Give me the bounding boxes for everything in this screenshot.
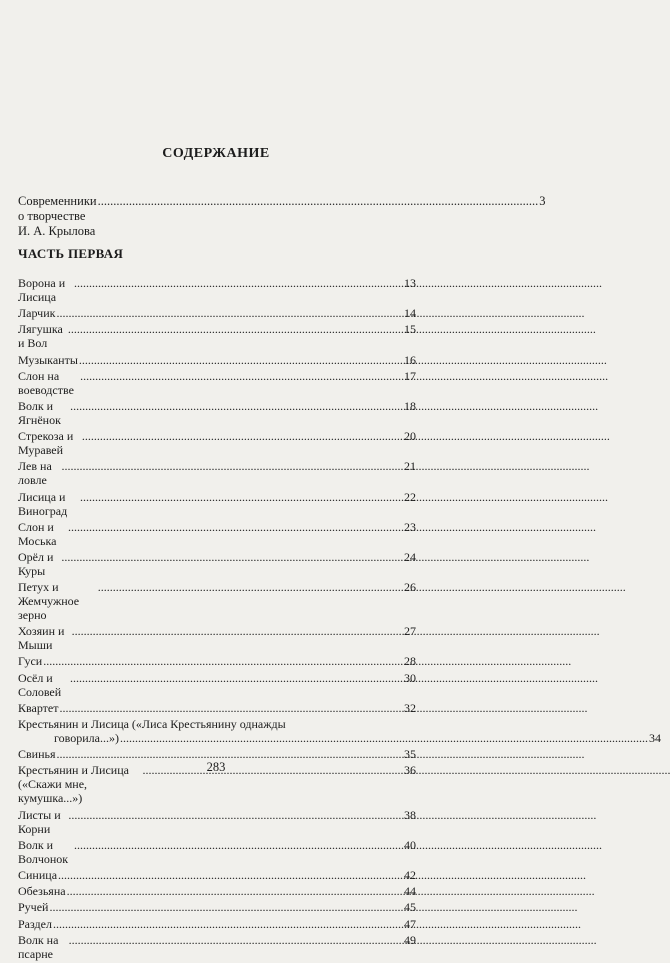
toc-entry <box>18 550 416 580</box>
toc-entry-page: 45 <box>404 900 416 915</box>
part-heading: ЧАСТЬ ПЕРВАЯ <box>18 246 124 261</box>
toc-entry-page: 27 <box>404 624 416 639</box>
toc-entry <box>18 369 416 399</box>
leader-dots <box>70 399 403 413</box>
toc-entry-title: Слон на воеводстве <box>18 368 74 397</box>
toc-entry-title: Лисица и Виноград <box>18 489 68 518</box>
toc-entry-title: Орёл и Куры <box>18 549 54 578</box>
leader-dots <box>74 276 403 290</box>
toc-entry <box>18 490 416 520</box>
toc-entry-title-continued: говорила...») <box>54 731 119 745</box>
toc-entry-title: Раздел <box>18 916 52 931</box>
toc-entry-title: Волк и Волчонок <box>18 837 69 866</box>
leader-dots <box>79 353 403 367</box>
toc-entry-page: 49 <box>404 932 416 947</box>
toc-entry-page: 23 <box>404 519 416 534</box>
leader-dots <box>80 490 403 504</box>
toc-entry-title: Свинья <box>18 747 56 762</box>
toc-entry-title: Крестьянин и Лисица («Скажи мне, кумушка...») <box>18 763 129 806</box>
toc-entry <box>18 933 416 963</box>
leader-dots <box>53 917 403 931</box>
toc-entry-page: 22 <box>404 489 416 504</box>
toc-entry-page: 21 <box>404 459 416 474</box>
toc-entry-page: 14 <box>404 306 416 321</box>
toc-list <box>18 276 661 963</box>
toc-entry <box>18 429 416 459</box>
toc-entry <box>18 306 416 322</box>
leader-dots: ............................................................................................................................................. <box>97 194 539 208</box>
leader-dots <box>72 624 403 638</box>
toc-entry <box>18 808 416 838</box>
toc-entry <box>18 353 416 369</box>
toc-entry-title: Музыканты <box>18 352 78 367</box>
toc-entry <box>18 701 416 717</box>
toc-entry <box>18 624 416 654</box>
toc-entry-title: Хозяин и Мыши <box>18 624 65 653</box>
leader-dots <box>74 838 403 852</box>
toc-entry-page: 34 <box>648 731 661 745</box>
page-heading: СОДЕРЖАНИЕ <box>162 146 270 161</box>
toc-entry-page: 20 <box>404 429 416 444</box>
toc-entry-title: Ручей <box>18 900 49 915</box>
toc-entry-preface <box>18 194 546 239</box>
toc-entry-title: Стрекоза и Муравей <box>18 429 74 458</box>
toc-entry <box>18 520 416 550</box>
toc-entry-page: 26 <box>404 580 416 595</box>
toc-entry-page: 3 <box>539 194 546 208</box>
toc-entry-page: 44 <box>404 884 416 899</box>
toc-entry-page: 38 <box>404 807 416 822</box>
toc-entry-title: Синица <box>18 867 58 882</box>
leader-dots <box>69 933 403 947</box>
toc-entry <box>18 717 661 747</box>
leader-dots <box>60 701 404 715</box>
toc-entry <box>18 654 416 670</box>
leader-dots <box>56 306 403 320</box>
toc-entry-title: Обезьяна <box>18 884 66 899</box>
toc-entry-page: 28 <box>404 654 416 669</box>
leader-dots <box>68 520 403 534</box>
toc-entry-page: 35 <box>404 747 416 762</box>
toc-entry <box>18 900 416 916</box>
leader-dots <box>68 322 403 336</box>
toc-entry-page: 40 <box>404 837 416 852</box>
toc-entry <box>18 580 416 624</box>
toc-entry-page: 47 <box>404 916 416 931</box>
toc-entry <box>18 459 416 489</box>
leader-dots <box>68 808 403 822</box>
toc-entry-page: 15 <box>404 322 416 337</box>
leader-dots <box>82 429 403 443</box>
toc-entry-page: 16 <box>404 352 416 367</box>
leader-dots <box>67 884 403 898</box>
toc-entry-page: 18 <box>404 398 416 413</box>
toc-entry-title: Волк на псарне <box>18 932 59 961</box>
toc-entry-page: 36 <box>404 763 416 778</box>
toc-entry-page: 13 <box>404 276 416 290</box>
leader-dots <box>61 459 403 473</box>
toc-entry-title: Квартет <box>18 700 59 715</box>
toc-entry-page: 30 <box>404 670 416 685</box>
leader-dots <box>80 369 403 383</box>
leader-dots <box>58 868 403 882</box>
toc-entry-title: Лягушка и Вол <box>18 322 63 351</box>
toc-entry-title: Осёл и Соловей <box>18 670 62 699</box>
leader-dots <box>43 654 403 668</box>
toc-entry <box>18 399 416 429</box>
toc-entry-title: Лев на ловле <box>18 459 52 488</box>
toc-entry <box>18 868 416 884</box>
toc-entry <box>18 322 416 352</box>
leader-dots <box>49 900 403 914</box>
toc-entry-title: Современники о творчестве И. А. Крылова <box>18 194 97 238</box>
toc-entry <box>18 838 416 868</box>
toc-entry-title: Крестьянин и Лисица («Лиса Крестьянину однажды <box>18 717 286 731</box>
toc-entry-continuation <box>18 731 661 745</box>
toc-entry-page: 32 <box>404 700 416 715</box>
toc-entry <box>18 671 416 701</box>
leader-dots <box>70 671 403 685</box>
toc-entry-title: Листы и Корни <box>18 807 61 836</box>
toc-entry-page: 42 <box>404 867 416 882</box>
toc-entry <box>18 884 416 900</box>
toc-entry-title: Ворона и Лисица <box>18 276 66 304</box>
leader-dots <box>98 580 403 594</box>
toc-entry <box>18 917 416 933</box>
leader-dots <box>61 550 403 564</box>
toc-entry-title: Волк и Ягнёнок <box>18 398 61 427</box>
toc-entry-title: Гуси <box>18 654 43 669</box>
toc-entry <box>18 276 416 306</box>
toc-entry-page: 24 <box>404 549 416 564</box>
page-number: 283 <box>206 760 226 774</box>
toc-entry-title: Ларчик <box>18 306 56 321</box>
toc-entry-title: Слон и Моська <box>18 519 57 548</box>
toc-entry-title: Петух и Жемчужное зерно <box>18 580 80 623</box>
toc-entry-page: 17 <box>404 368 416 383</box>
leader-dots <box>120 731 648 745</box>
